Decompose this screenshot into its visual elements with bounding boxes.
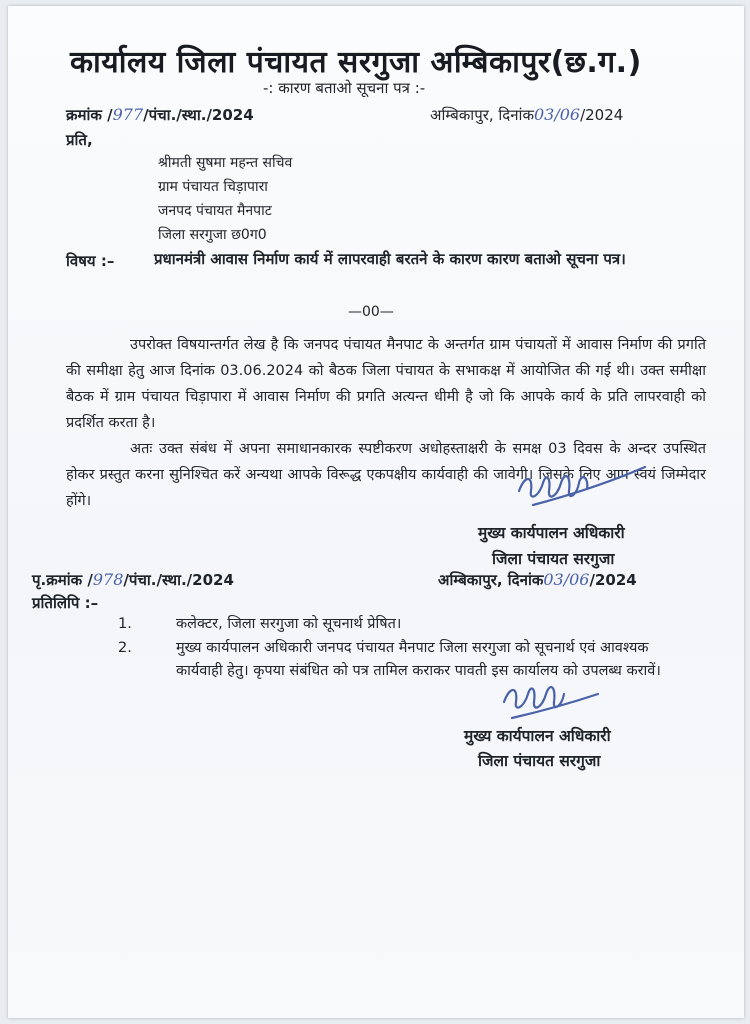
signatory-2-office: जिला पंचायत सरगुजा (478, 752, 601, 770)
endorsement-date-year: /2024 (589, 571, 637, 589)
endorsement-place-date-prefix: अम्बिकापुर, दिनांक (438, 571, 544, 589)
recipient-line: ग्राम पंचायत चिड़ापारा (158, 179, 268, 195)
letter-page (8, 6, 744, 1018)
body-paragraph-1: उपरोक्त विषयान्तर्गत लेख है कि जनपद पंचायत मैनपाट के अन्तर्गत ग्राम पंचायतों में आवास निर्माण की प्रगति की समीक्षा हेतु आज दिनांक 03.06.2024 को बैठक जिला पंचायत के सभाकक्ष में आयोजित की गई थी। उक्त समीक्षा बैठक में ग्राम पंचायत चिड़ापारा में आवास निर्माण की प्रगति अत्यन्त धीमी है जो कि आपके कार्य के प्रति लापरवाही को प्रदर्शित करता है। (66, 337, 706, 431)
endorsement-suffix: /पंचा./स्था./2024 (123, 571, 234, 589)
copy-item-text: मुख्य कार्यपालन अधिकारी जनपद पंचायत मैनपाट जिला सरगुजा को सूचनार्थ एवं आवश्यक कार्यवाही हेतु। कृपया संबंधित को पत्र तामिल कराकर पावती इस कार्यालय को उपलब्ध करावें। (176, 640, 661, 679)
endorsement-reference (32, 570, 234, 590)
endorsement-prefix: पृ.क्रमांक / (32, 571, 93, 589)
subject-text: प्रधानमंत्री आवास निर्माण कार्य में लापरवाही बरतने के कारण कारण बताओ सूचना पत्र। (154, 250, 626, 268)
signatory-1-designation: मुख्य कार्यपालन अधिकारी (478, 524, 625, 542)
separator: —00— (348, 304, 394, 320)
reference-suffix: /पंचा./स्था./2024 (143, 106, 254, 124)
signatory-2-designation: मुख्य कार्यपालन अधिकारी (464, 727, 611, 745)
copy-label: प्रतिलिपि :– (32, 594, 99, 612)
letter-reference (66, 105, 254, 125)
recipient-line: जनपद पंचायत मैनपाट (158, 203, 272, 219)
recipient-line: श्रीमती सुषमा महन्त सचिव (158, 155, 293, 171)
reference-prefix: क्रमांक / (66, 106, 113, 124)
reference-number-handwritten: 977 (112, 105, 144, 124)
letter-date (430, 105, 623, 125)
body-paragraph-2: अतः उक्त संबंध में अपना समाधानकारक स्पष्टीकरण अधोहस्ताक्षरी के समक्ष 03 दिवस के अन्दर उपस्थित होकर प्रस्तुत करना सुनिश्चित करें अन्यथा आपके विरूद्ध एकपक्षीय कार्यवाही की जावेगी। जिसके लिए आप स्वयं जिम्मेदार होंगे। (66, 441, 706, 509)
place-date-prefix: अम्बिकापुर, दिनांक (430, 106, 534, 124)
copy-list-item (118, 613, 678, 636)
recipient-line: जिला सरगुजा छ0ग0 (158, 227, 267, 243)
recipient-label: प्रति, (66, 131, 93, 149)
copy-item-number: 1. (118, 616, 132, 632)
date-handwritten: 03/06 (533, 105, 581, 124)
subject-label: विषय :– (66, 252, 115, 270)
endorsement-date (438, 570, 637, 590)
notice-subtitle: -: कारण बताओ सूचना पत्र :- (263, 79, 426, 97)
signature-mark-2 (498, 674, 608, 729)
endorsement-number-handwritten: 978 (92, 570, 124, 589)
date-year: /2024 (580, 106, 624, 124)
copy-item-number: 2. (118, 640, 132, 656)
endorsement-date-handwritten: 03/06 (543, 570, 590, 589)
office-title: कार्यालय जिला पंचायत सरगुजा अम्बिकापुर(छ.ग.) (70, 45, 642, 80)
signature-mark-1 (513, 461, 653, 521)
signatory-1-office: जिला पंचायत सरगुजा (492, 550, 615, 568)
copy-item-text: कलेक्टर, जिला सरगुजा को सूचनार्थ प्रेषित। (176, 616, 402, 632)
